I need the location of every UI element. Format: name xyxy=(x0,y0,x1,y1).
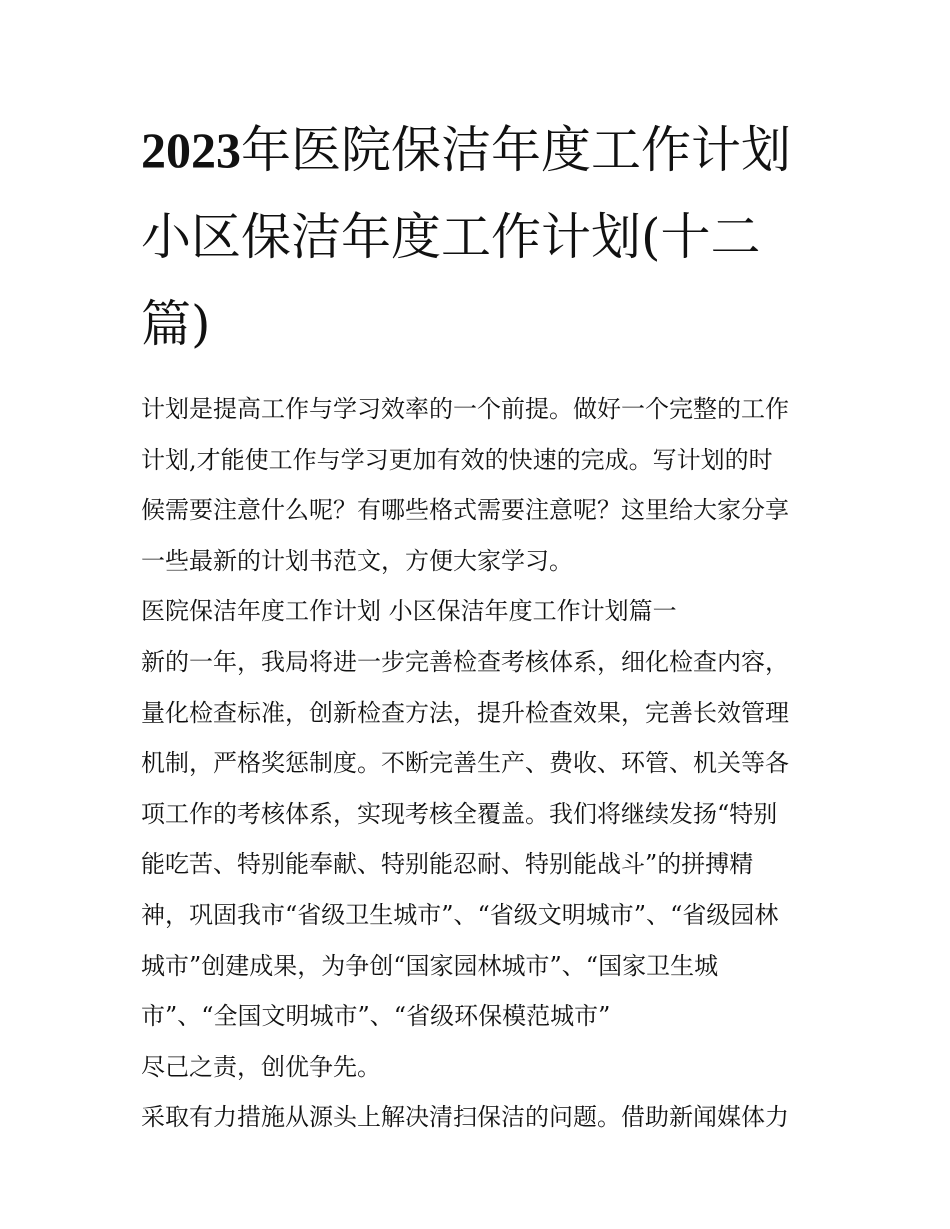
paragraph-1 xyxy=(141,637,813,1092)
title-text-1: 年医院保洁年度工作计划 xyxy=(241,121,791,179)
para2-line: 采取有力措施从源头上解决清扫保洁的问题。借助新闻媒体力 xyxy=(141,1103,789,1132)
para1-line: 量化检查标准，创新检查方法，提升检查效果，完善长效管理 xyxy=(141,698,789,727)
para1-line: 尽己之责，创优争先。 xyxy=(141,1052,381,1081)
intro-line: 计划是提高工作与学习效率的一个前提。做好一个完整的工作 xyxy=(141,395,789,423)
title-line-2: 小区保洁年度工作计划(十二 xyxy=(141,208,761,266)
para1-line: 神，巩固我市“省级卫生城市”、“省级文明城市”、“省级园林 xyxy=(141,900,779,929)
intro-line: 计划,才能使工作与学习更加有效的快速的完成。写计划的时 xyxy=(141,445,773,474)
para1-line: 能吃苦、特别能奉献、特别能忍耐、特别能战斗”的拼搏精 xyxy=(141,850,754,879)
paragraph-2 xyxy=(141,1092,813,1143)
para1-line: 项工作的考核体系，实现考核全覆盖。我们将继续发扬“特别 xyxy=(141,799,778,828)
para1-line: 市”、“全国文明城市”、“省级环保模范城市” xyxy=(141,1002,611,1031)
intro-line: 候需要注意什么呢？有哪些格式需要注意呢？这里给大家分享 xyxy=(141,496,789,525)
document-page xyxy=(141,118,813,1143)
document-title xyxy=(141,118,813,356)
para1-line: 城市”创建成果，为争创“国家园林城市”、“国家卫生城 xyxy=(141,951,719,980)
title-line-3: 篇) xyxy=(141,295,211,353)
title-year: 2023 xyxy=(141,122,241,178)
title-line-1 xyxy=(141,118,813,182)
para1-line: 机制，严格奖惩制度。不断完善生产、费收、环管、机关等各 xyxy=(141,749,789,778)
intro-paragraph xyxy=(141,384,813,586)
para1-line: 新的一年，我局将进一步完善检查考核体系，细化检查内容， xyxy=(141,647,789,676)
section-heading: 医院保洁年度工作计划 小区保洁年度工作计划篇一 xyxy=(141,597,677,626)
intro-line: 一些最新的计划书范文，方便大家学习。 xyxy=(141,546,573,575)
